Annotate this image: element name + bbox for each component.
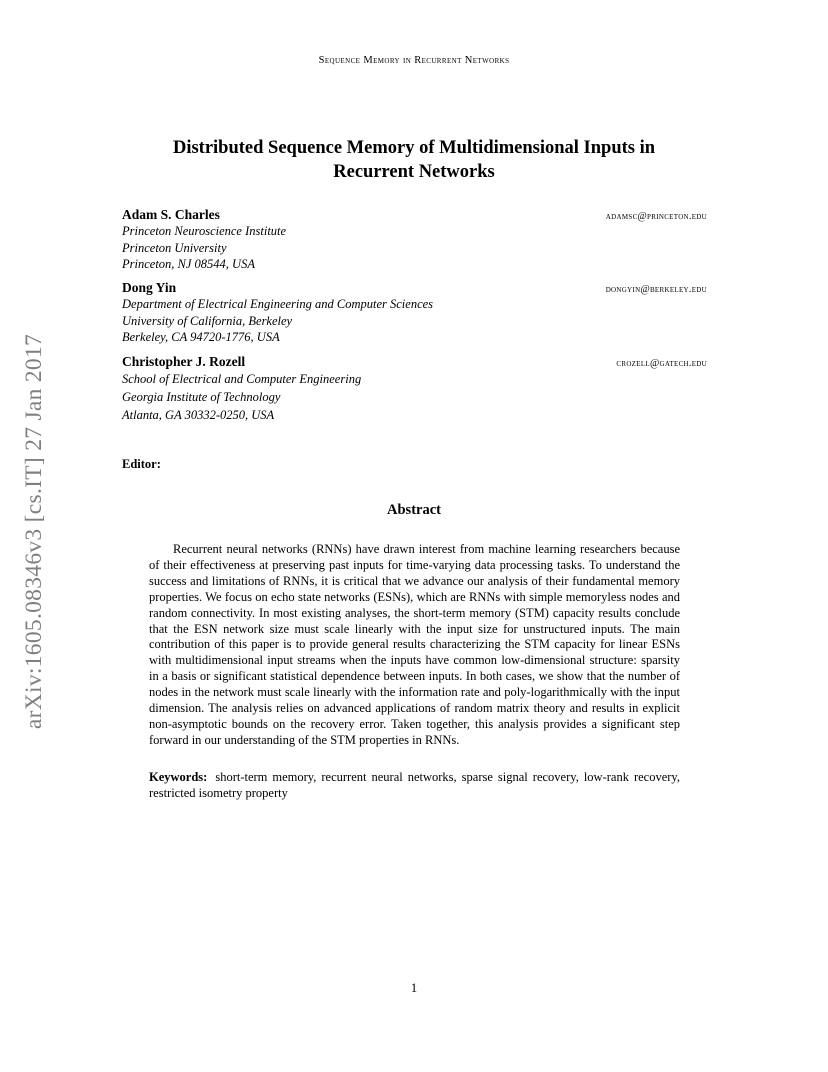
affiliation-line: University of California, Berkeley: [122, 313, 293, 328]
author-name: Christopher J. Rozell: [122, 354, 246, 369]
arxiv-side-stamp: [20, 302, 50, 760]
abstract-text: Recurrent neural networks (RNNs) have drawn interest from machine learning researchers because of their effectiveness at preserving past inputs for time-varying data processing tasks. To understand the success and limitations of RNNs, it is critical that we advance our analysis of their fundamental memory properties. We focus on echo state networks (ESNs), which are RNNs with simple memoryless nodes and random connectivity. In most existing analyses, the short-term memory (STM) capacity results conclude that the ESN network size must scale linearly with the input size for unstructured inputs. The main contribution of this paper is to provide general results characterizing the STM capacity for linear ESNs with multidimensional input streams when the inputs have common low-dimensional structure: sparsity in a basis or significant statistical dependence between inputs. In both cases, we show that the number of nodes in the network must scale linearly with the information rate and poly-logarithmically with the input dimension. The analysis relies on advanced applications of random matrix theory and results in explicit non-asymptotic bounds on the recovery error. Taken together, this analysis provides a significant step forward in our understanding of the STM properties in RNNs.: [149, 542, 680, 747]
title-line-1: Distributed Sequence Memory of Multidimensional Inputs in: [172, 138, 656, 158]
affiliation-line: Princeton, NJ 08544, USA: [122, 257, 255, 271]
arxiv-identifier: arXiv:1605.08346v3 [cs.IT] 27 Jan 2017: [21, 333, 48, 729]
author-email[interactable]: crozell@gatech.edu: [616, 358, 707, 369]
editor-label: Editor:: [122, 457, 161, 471]
affiliation-line: School of Electrical and Computer Engineering: [122, 372, 362, 386]
affiliation-line: Department of Electrical Engineering and Computer Sciences: [122, 297, 434, 311]
author-block-yin: [122, 279, 707, 346]
author-email[interactable]: dongyin@berkeley.edu: [605, 284, 707, 295]
author-name: Adam S. Charles: [122, 207, 220, 222]
title-line-2: Recurrent Networks: [333, 162, 495, 182]
affiliation-line: Georgia Institute of Technology: [122, 390, 281, 404]
keywords-label: Keywords:: [149, 770, 208, 784]
abstract-heading: Abstract: [387, 502, 441, 518]
affiliation-line: Berkeley, CA 94720-1776, USA: [122, 330, 280, 344]
running-head: Sequence Memory in Recurrent Networks: [318, 55, 510, 66]
author-email[interactable]: adamsc@princeton.edu: [605, 211, 707, 222]
author-block-rozell: [122, 353, 707, 424]
author-block-charles: [122, 206, 707, 273]
paper-title: [120, 136, 708, 184]
keywords-paragraph: [149, 770, 680, 802]
affiliation-line: Princeton University: [122, 240, 227, 255]
page-number: 1: [410, 981, 418, 995]
affiliation-line: Princeton Neuroscience Institute: [122, 224, 287, 238]
author-name: Dong Yin: [122, 280, 177, 295]
affiliation-line: Atlanta, GA 30332-0250, USA: [122, 408, 275, 422]
keywords-text: short-term memory, recurrent neural networks, sparse signal recovery, low-rank recovery, restricted isometry property: [149, 770, 680, 800]
